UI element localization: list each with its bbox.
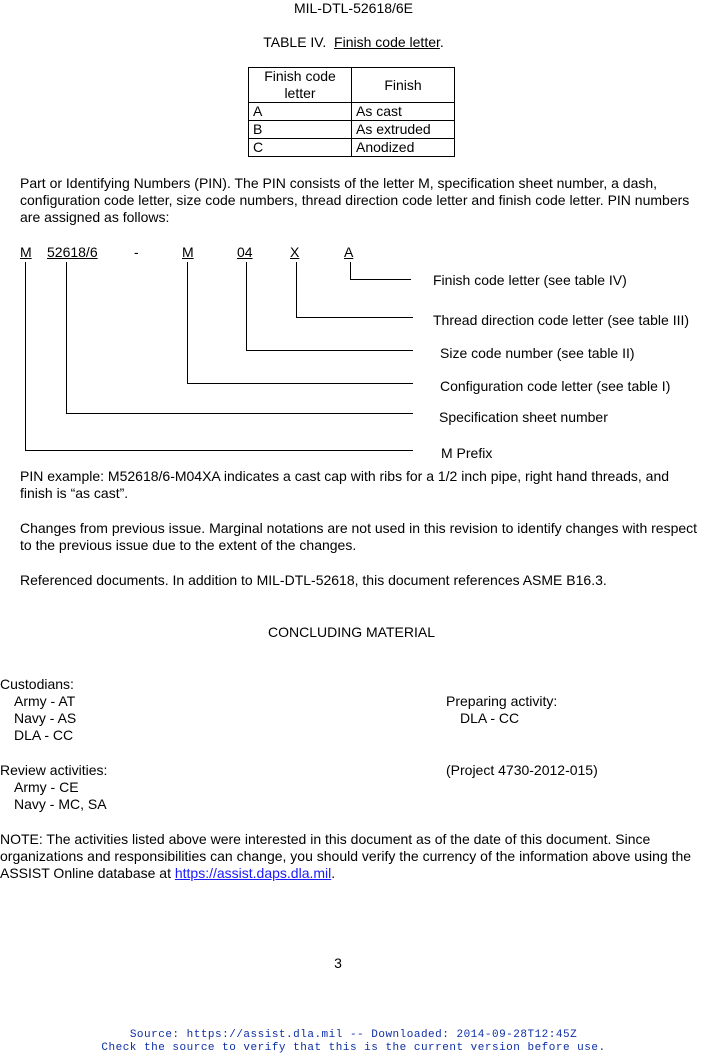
- changes-paragraph: Changes from previous issue. Marginal notations are not used in this revision to identify changes with respect to the previous issue due to the extent of the changes.: [20, 520, 698, 553]
- note-paragraph: [0, 831, 700, 882]
- custodian-item: DLA - CC: [14, 727, 74, 743]
- spec-sheet-leader-line: [67, 262, 414, 414]
- assist-database-link[interactable]: https://assist.daps.dla.mil: [174, 865, 332, 881]
- preparing-activity-value: DLA - CC: [460, 710, 520, 726]
- review-activity-item: Navy - MC, SA: [14, 796, 107, 812]
- pin-part-size: 04: [237, 244, 253, 260]
- page-number: 3: [334, 955, 342, 971]
- pin-part-dash: -: [134, 244, 139, 260]
- pin-part-configuration: M: [182, 244, 194, 260]
- review-activities-title: Review activities:: [0, 762, 108, 778]
- prefix-leader-line: [26, 262, 414, 451]
- table-cell: Anodized: [352, 139, 455, 157]
- pin-label-thread: Thread direction code letter (see table III): [433, 312, 690, 328]
- table-cell: As extruded: [352, 121, 455, 139]
- document-id-header: MIL-DTL-52618/6E: [293, 0, 414, 16]
- table-caption-suffix: .: [439, 34, 444, 50]
- pin-label-finish: Finish code letter (see table IV): [433, 272, 627, 288]
- table-caption-title: Finish code letter: [334, 34, 440, 50]
- table-header-cell: Finish: [352, 68, 455, 103]
- concluding-material-heading: CONCLUDING MATERIAL: [268, 624, 435, 640]
- configuration-leader-line: [188, 262, 414, 384]
- footer-source-line: Source: https://assist.dla.mil -- Downloaded: 2014-09-28T12:45Z: [129, 1029, 578, 1041]
- thread-leader-line: [297, 262, 414, 318]
- custodians-title: Custodians:: [0, 676, 74, 692]
- table-cell: A: [249, 103, 352, 121]
- note-text: NOTE: The activities listed above were interested in this document as of the date of this document. Since organizations and responsibilities can change, you should verify the currency of the information above using the ASSIST Online database at: [0, 831, 692, 881]
- pin-diagram-lines: [0, 0, 707, 470]
- pin-label-size: Size code number (see table II): [440, 345, 635, 361]
- pin-part-prefix: M: [20, 244, 32, 260]
- pin-part-finish: A: [344, 244, 354, 260]
- pin-part-thread: X: [290, 244, 300, 260]
- pin-label-spec-sheet: Specification sheet number: [439, 409, 608, 425]
- table-cell: B: [249, 121, 352, 139]
- finish-leader-line: [351, 262, 412, 280]
- size-leader-line: [247, 262, 414, 351]
- pin-intro-paragraph: Part or Identifying Numbers (PIN). The PIN consists of the letter M, specification sheet number, a dash, configuration code letter, size code numbers, thread direction code letter and finish code letter. PIN numbers are assigned as follows:: [20, 175, 690, 225]
- pin-example-paragraph: PIN example: M52618/6-M04XA indicates a cast cap with ribs for a 1/2 inch pipe, right hand threads, and finish is “as cast”.: [20, 468, 670, 501]
- project-number: (Project 4730-2012-015): [446, 762, 598, 778]
- table-cell: As cast: [352, 103, 455, 121]
- pin-label-prefix: M Prefix: [441, 445, 493, 461]
- table-header-cell: Finish code letter: [249, 68, 352, 103]
- review-activity-item: Army - CE: [14, 779, 79, 795]
- footer-verify-line: Check the source to verify that this is the current version before use.: [101, 1042, 606, 1054]
- custodian-item: Navy - AS: [14, 710, 77, 726]
- referenced-documents-paragraph: Referenced documents. In addition to MIL-DTL-52618, this document references ASME B16.3.: [20, 572, 607, 588]
- preparing-activity-title: Preparing activity:: [446, 693, 558, 709]
- pin-label-configuration: Configuration code letter (see table I): [440, 378, 671, 394]
- pin-part-spec-sheet: 52618/6: [47, 244, 98, 260]
- note-end: .: [331, 865, 336, 881]
- custodian-item: Army - AT: [14, 693, 76, 709]
- table-caption-prefix: TABLE IV.: [263, 34, 327, 50]
- table-cell: C: [249, 139, 352, 157]
